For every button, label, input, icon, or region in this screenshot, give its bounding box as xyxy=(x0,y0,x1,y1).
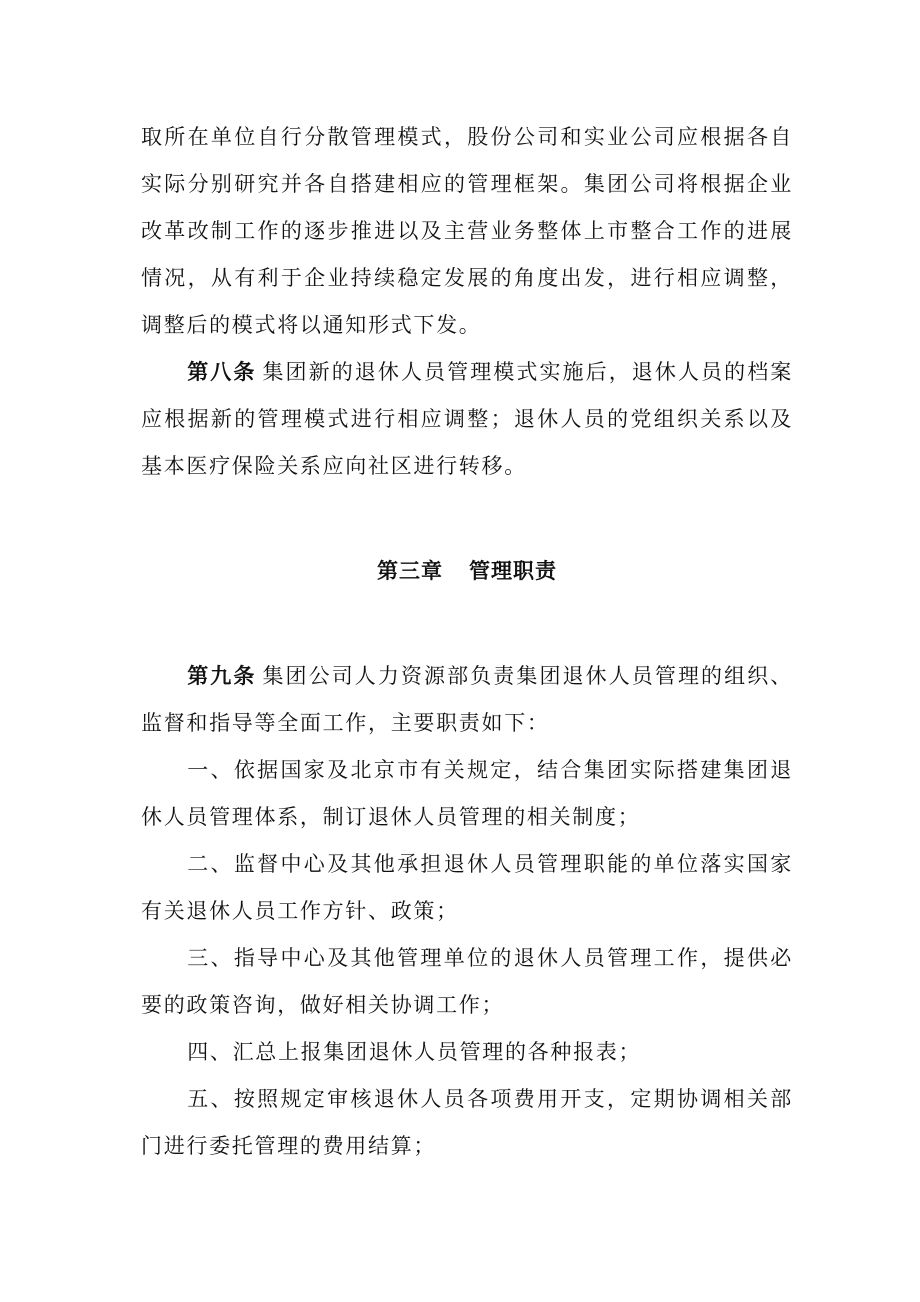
article-9-paragraph xyxy=(141,653,793,747)
article-8-label: 第八条 xyxy=(187,360,257,384)
chapter-heading xyxy=(141,548,793,595)
chapter-title: 管理职责 xyxy=(469,559,557,583)
continuation-paragraph: 取所在单位自行分散管理模式，股份公司和实业公司应根据各自实际分别研究并各自搭建相应的管理框架。集团公司将根据企业改革改制工作的逐步推进以及主营业务整体上市整合工作的进展情况，从有利于企业持续稳定发展的角度出发，进行相应调整，调整后的模式将以通知形式下发。 xyxy=(141,125,793,337)
article-8-text: 集团新的退休人员管理模式实施后，退休人员的档案应根据新的管理模式进行相应调整；退休人员的党组织关系以及基本医疗保险关系应向社区进行转移。 xyxy=(141,360,793,478)
article-9-item-5: 五、按照规定审核退休人员各项费用开支，定期协调相关部门进行委托管理的费用结算； xyxy=(141,1087,793,1158)
article-9-item-2: 二、监督中心及其他承担退休人员管理职能的单位落实国家有关退休人员工作方针、政策； xyxy=(141,852,793,923)
article-9-item-3: 三、指导中心及其他管理单位的退休人员管理工作，提供必要的政策咨询，做好相关协调工作； xyxy=(141,946,793,1017)
article-8-paragraph xyxy=(141,349,793,490)
article-9-item-1: 一、依据国家及北京市有关规定，结合集团实际搭建集团退休人员管理体系，制订退休人员管理的相关制度； xyxy=(141,758,793,829)
document-body xyxy=(141,114,793,1170)
article-9-label: 第九条 xyxy=(187,664,257,688)
article-9-text: 集团公司人力资源部负责集团退休人员管理的组织、监督和指导等全面工作，主要职责如下： xyxy=(141,664,793,735)
chapter-number: 第三章 xyxy=(377,559,443,583)
article-9-item-4: 四、汇总上报集团退休人员管理的各种报表； xyxy=(187,1040,642,1064)
